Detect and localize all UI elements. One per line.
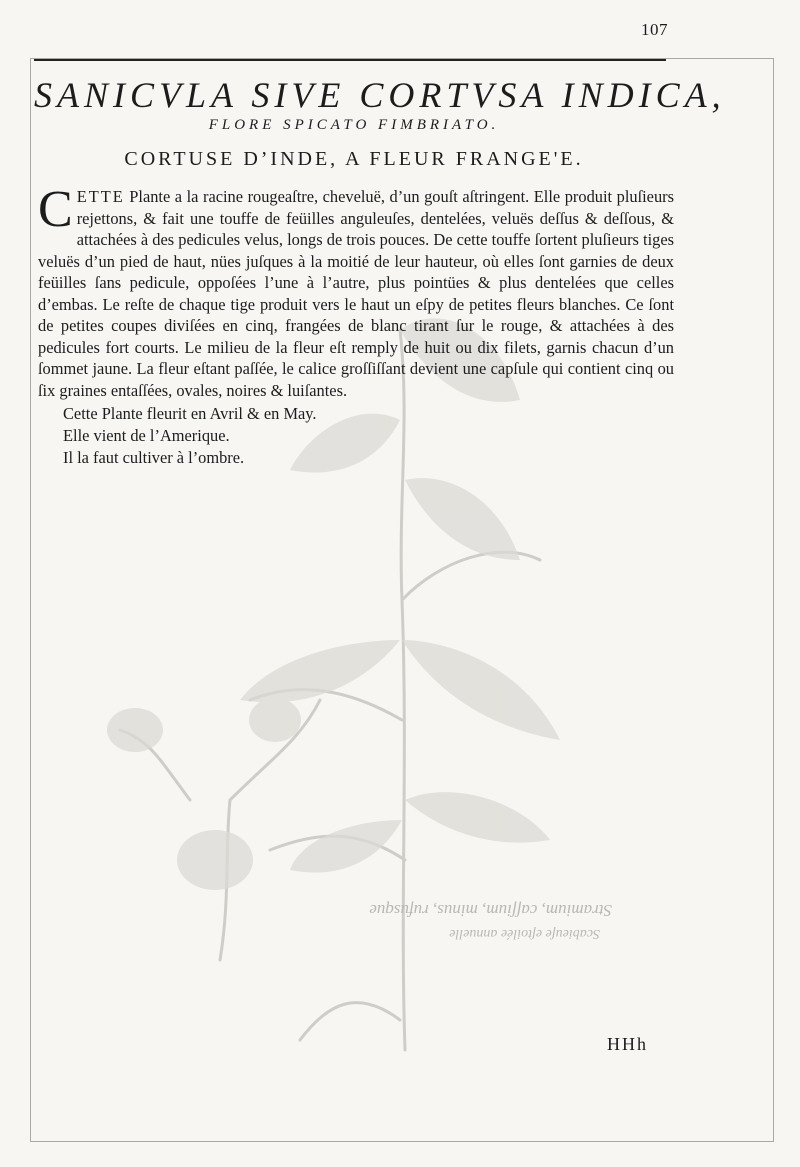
drop-cap: C [38,181,73,238]
french-heading: CORTUSE D’INDE, A FLEUR FRANGE'E. [124,148,584,170]
paragraph-text: Plante a la racine rougeaſtre, cheveluë, d’un gouſt aſtringent. Elle produit pluſieurs rejettons, & fait une touffe de feüilles anguleuſes, dentelées, veluës deſſus & deſſous, & attachées à des pedicules velus, longs de trois pouces. De cette touffe ſortent pluſieurs tiges veluës d’un pied de haut, nües juſques à la moitié de leur hauteur, où elles ſont garnies de deux feüilles ſans pedicule, oppoſées l’une à l’autre, plus pointües & plus dentelées que celles d’embas. Le reſte de chaque tige produit vers le haut un eſpy de petites fleurs blanches. Ce ſont de petites coupes diviſées en cinq, frangées de blanc tirant ſur le rouge, & attachées à des pedicules fort courts. Le milieu de la fleur eſt remply de huit ou dix filets, garnis chacun d’un ſommet jaune. La fleur eſtant paſſée, le calice groſſiſſant devient une capſule qui contient cinq ou ſix graines entaſſées, ovales, noires & luiſantes. [38,187,674,400]
page-number: 107 [641,20,668,39]
bleed-through-caption-latin: Stramium, caſſium, minus, rufusque [369,901,612,920]
bleed-through-caption-french: Scabieuſe eſtoilée annuelle [449,926,600,941]
signature-mark: HHh [607,1034,648,1054]
note-flowering: Cette Plante fleurit en Avril & en May. [63,404,317,423]
page-subtitle: FLORE SPICATO FIMBRIATO. [208,117,500,133]
header-rule [34,59,666,61]
note-origin: Elle vient de l’Amerique. [63,426,230,445]
paragraph-lead: ETTE [76,187,125,206]
description-paragraph [38,181,674,401]
page-title: SANICVLA SIVE CORTVSA INDICA, [34,75,726,115]
note-cultivation: Il la faut cultiver à l’ombre. [63,448,245,467]
